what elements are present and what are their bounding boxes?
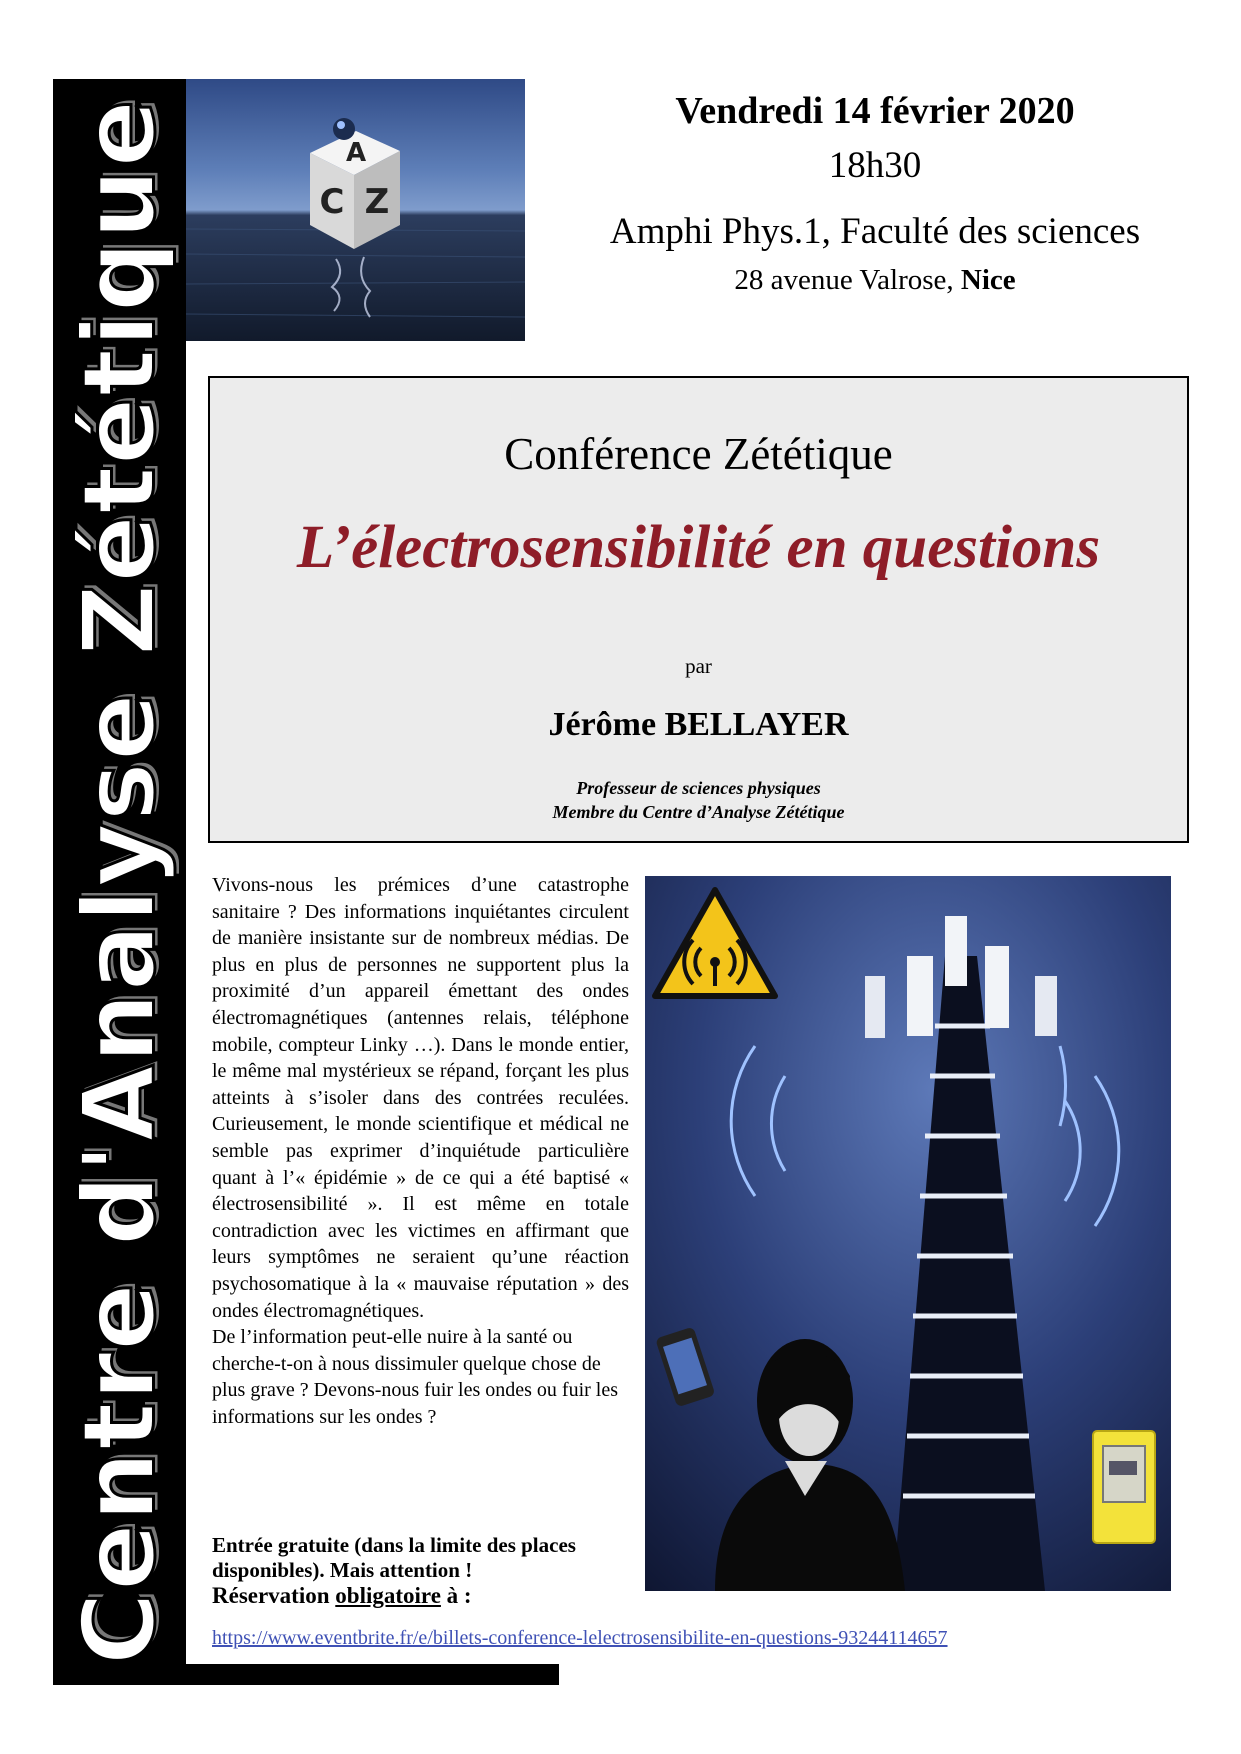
speaker-role <box>210 776 1187 824</box>
sidebar-title: Centre d'Analyse Zététique <box>60 98 178 1666</box>
conference-label: Conférence Zététique <box>504 429 893 479</box>
speaker-name: Jérôme BELLAYER <box>548 706 849 743</box>
acz-logo <box>186 79 525 341</box>
entry-info <box>212 1533 652 1608</box>
conference-title-box <box>208 376 1189 843</box>
logo-letter-c: C <box>319 182 345 222</box>
reservation-suffix: à : <box>440 1583 472 1608</box>
address-street: 28 avenue Valrose, <box>734 264 961 296</box>
linky-meter-icon <box>1093 1431 1155 1543</box>
event-date: Vendredi 14 février 2020 <box>675 90 1075 132</box>
reservation-prefix: Réservation <box>212 1583 336 1608</box>
entry-free-text: Entrée gratuite (dans la limite des places disponibles). Mais attention ! <box>212 1533 576 1582</box>
conference-title: L’électrosensibilité en questions <box>296 514 1101 581</box>
event-time: 18h30 <box>828 145 922 186</box>
description-questions: De l’information peut-elle nuire à la santé ou cherche-t-on à nous dissimuler quelque chose de plus grave ? Devons-nous fuir les ondes ou fuir les informations sur les ondes ? <box>212 1326 619 1428</box>
reservation-obligatory: obligatoire <box>335 1583 441 1608</box>
description-paragraph: Vivons-nous les prémices d’une catastrophe sanitaire ? Des informations inquiétantes circulent de manière insistante sur de nombreux médias. De plus en plus de personnes ne supportent plus la proximité d’un appareil émettant des ondes électromagnétiques (antennes relais, téléphone mobile, compteur Linky …). Dans le monde entier, le même mal mystérieux se répand, forçant les plus atteints à s’isoler dans des contrées reculées. Curieusement, le monde scientifique et médical ne semble pas exprimer d’inquiétude particulière quant à l’« épidémie » de ce qui a été baptisé « électrosensibilité ». Il est même en totale contradiction avec les victimes en affirmant que leurs symptômes ne seraient qu’une réaction psychosomatique à la « mauvaise réputation » des ondes électromagnétiques. <box>212 874 629 1322</box>
event-header <box>545 84 1205 298</box>
logo-letter-z: Z <box>364 182 390 222</box>
reservation-line <box>212 1583 652 1608</box>
event-venue: Amphi Phys.1, Faculté des sciences <box>609 211 1141 252</box>
address-city: Nice <box>960 264 1016 296</box>
antenna-illustration <box>645 876 1171 1591</box>
speaker-role-line-1: Professeur de sciences physiques <box>576 778 821 798</box>
reservation-link[interactable]: https://www.eventbrite.fr/e/billets-conference-lelectrosensibilite-en-questions-93244114657 <box>212 1627 948 1649</box>
description <box>212 872 629 1430</box>
bottom-bar <box>186 1664 559 1685</box>
logo-letter-a: A <box>345 138 367 168</box>
speaker-role-line-2: Membre du Centre d’Analyse Zététique <box>552 802 845 822</box>
event-address <box>545 262 1205 298</box>
by-label: par <box>685 654 712 678</box>
